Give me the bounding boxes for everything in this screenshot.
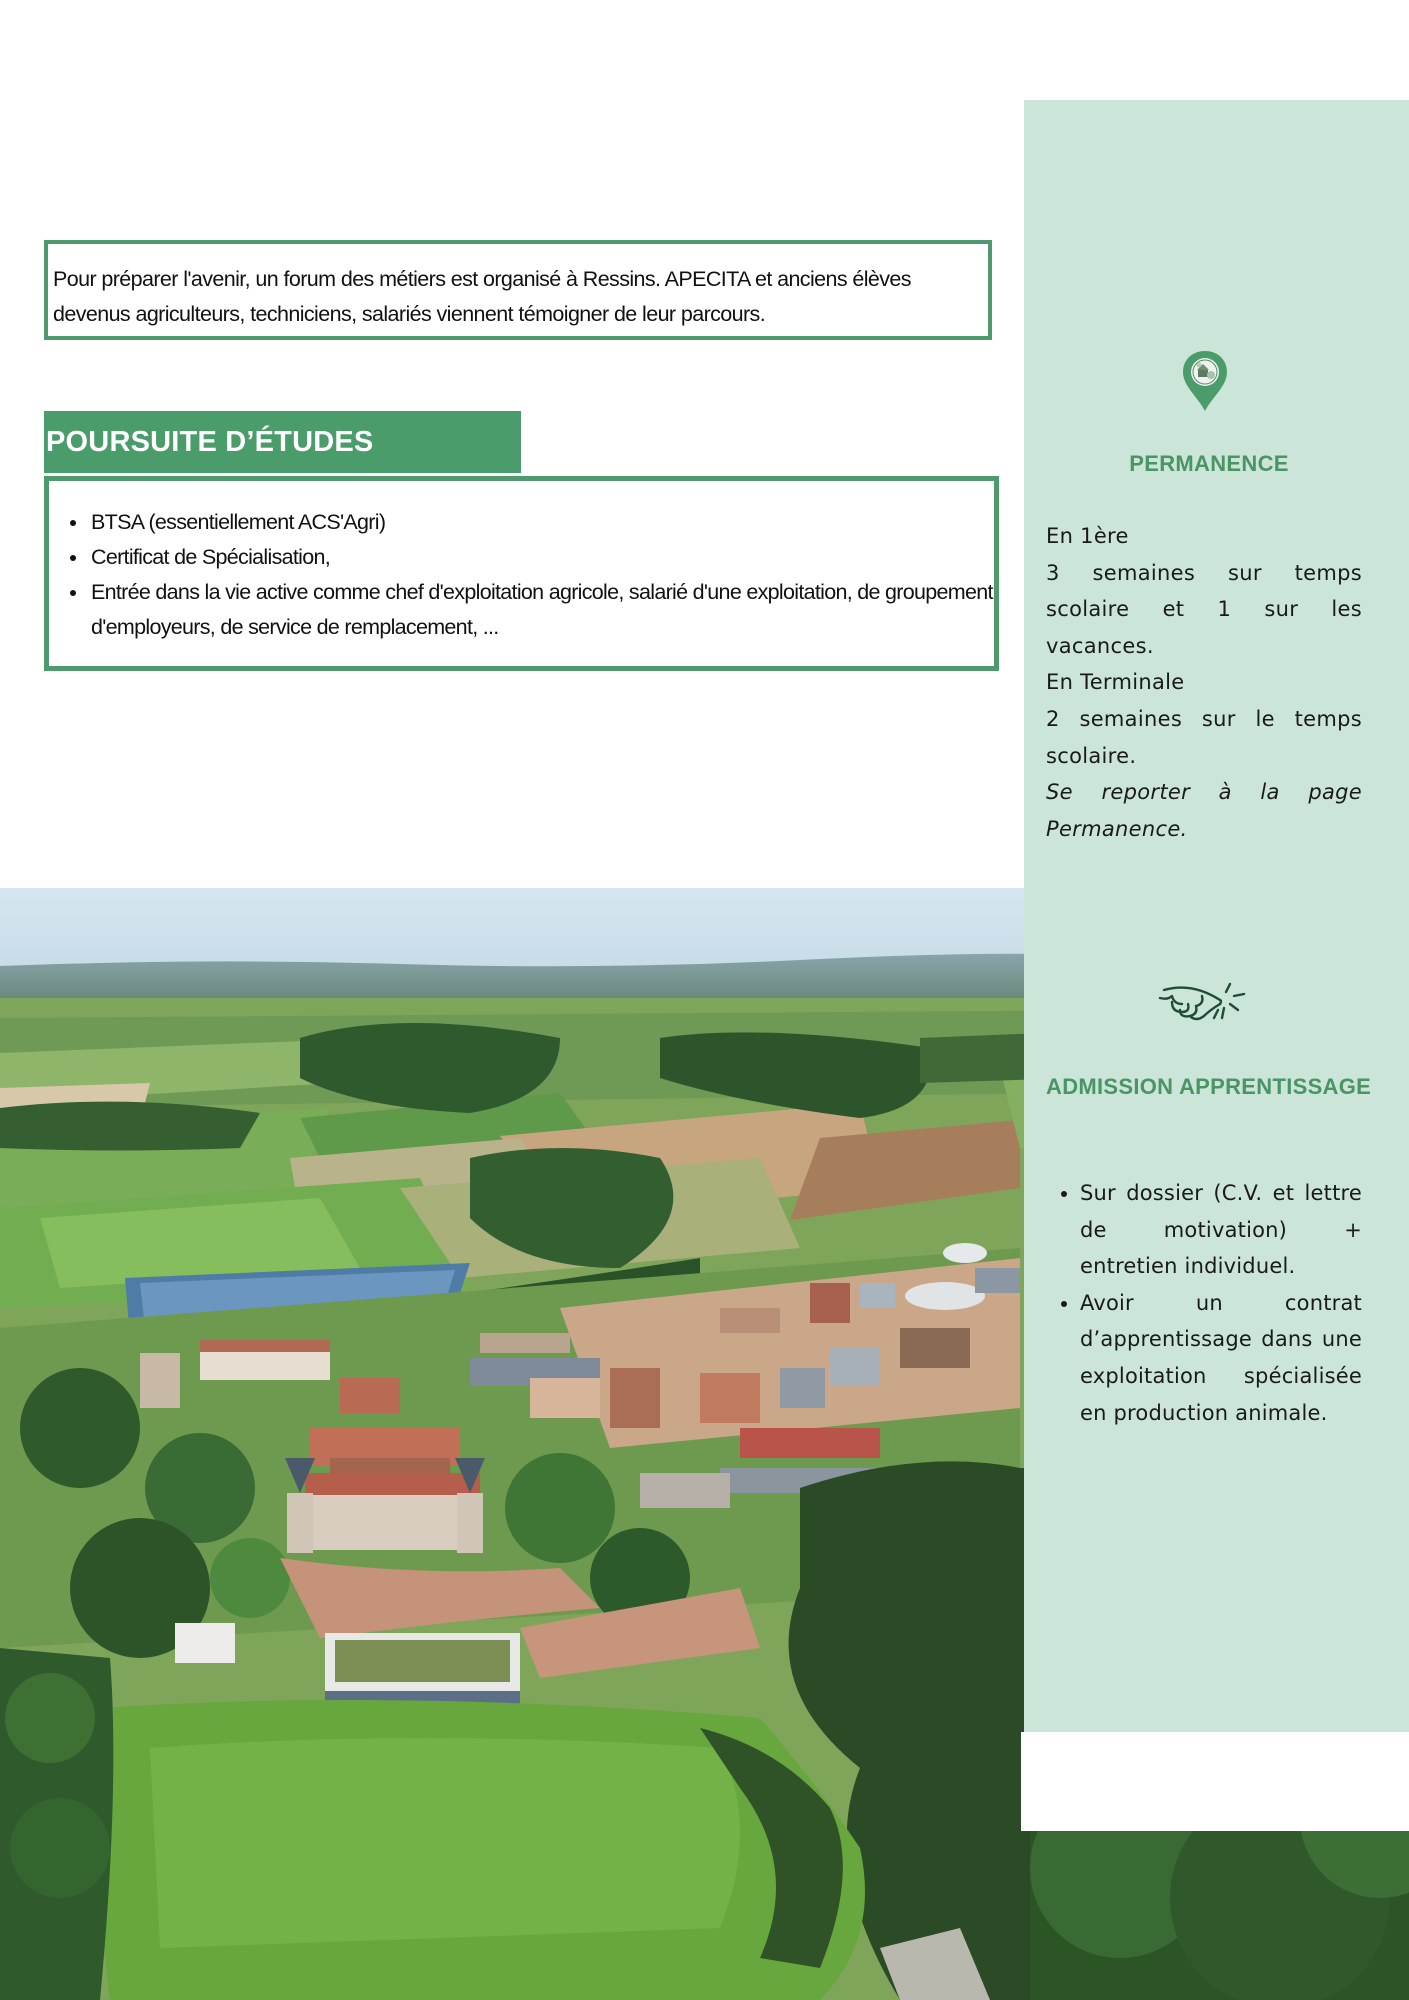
pointing-hand-icon <box>1158 978 1250 1026</box>
admission-list-item: • Avoir un contrat d’apprentissage dans une exploitation spécialisée en production animale. <box>1080 1285 1362 1431</box>
intro-box <box>44 240 992 340</box>
permanence-note-line: Se reporter à la page <box>1046 780 1362 805</box>
permanence-line: scolaire. <box>1046 743 1137 768</box>
studies-list <box>49 505 994 645</box>
permanence-note-line: Permanence. <box>1046 816 1188 841</box>
admission-list <box>1046 1175 1362 1431</box>
permanence-text <box>1046 518 1362 847</box>
studies-list-item: • Certificat de Spécialisation, <box>89 540 994 575</box>
studies-heading: POURSUITE D’ÉTUDES <box>44 411 521 473</box>
permanence-line: vacances. <box>1046 633 1154 658</box>
permanence-line: En Terminale <box>1046 670 1185 695</box>
sidebar-panel <box>1024 100 1409 1732</box>
studies-list-item: • BTSA (essentiellement ACS'Agri) <box>89 505 994 540</box>
studies-list-item: • Entrée dans la vie active comme chef d'exploitation agricole, salarié d'une exploitation, de groupement d'employeurs, de service de remplacement, ... <box>89 575 994 645</box>
intro-text: Pour préparer l'avenir, un forum des métiers est organisé à Ressins. APECITA et anciens élèves devenus agriculteurs, techniciens, salariés viennent témoigner de leur parcours. <box>53 267 911 326</box>
permanence-line: scolaire et 1 sur les <box>1046 597 1362 622</box>
admission-list-item: • Sur dossier (C.V. et lettre de motivation) + entretien individuel. <box>1080 1175 1362 1285</box>
permanence-title: PERMANENCE <box>1129 451 1289 476</box>
admission-title: ADMISSION APPRENTISSAGE <box>1046 1074 1372 1099</box>
studies-box <box>44 476 999 671</box>
permanence-line: 2 semaines sur le temps <box>1046 706 1362 731</box>
permanence-line: 3 semaines sur temps <box>1046 560 1362 585</box>
sidebar-footer-space <box>1021 1732 1409 1831</box>
permanence-line: En 1ère <box>1046 524 1129 548</box>
map-pin-icon <box>1181 350 1229 412</box>
